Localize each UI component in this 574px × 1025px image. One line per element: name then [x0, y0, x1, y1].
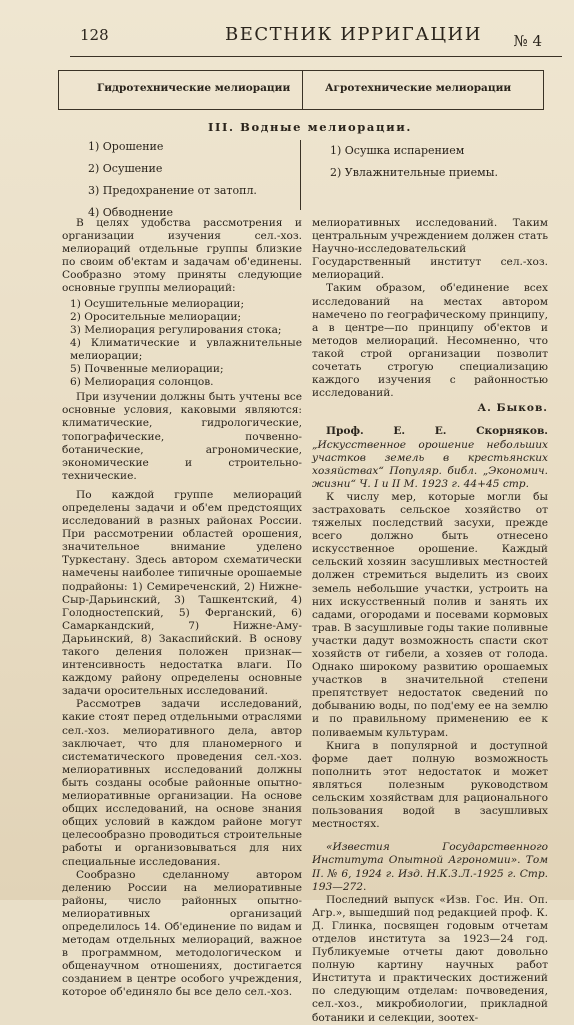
paragraph: К числу мер, которые могли бы застраховать сельское хозяйство от тяжелых последствий засухи, прежде всего должно быть отнесено искусственное орошение. Каждый сельский хозяин засушливых местностей должен стремиться выделить из своих земель небольшие участки, устроить на них искусственный полив и занять их садами, огородами и посевами кормовых трав. В засушливые годы такие поливные участки дадут возможность спасти скот хозяйств от гибели, а хозяев от голода. Однако широкому развитию орошаемых участков в значительной степени препятствует недостаток сведений по добыванию воды, по под'ему ее на землю и по правильному применению ее к поливаемым культурам. — [312, 490, 548, 739]
table-right-header: Агротехнические мелиорации — [325, 82, 512, 94]
journal-title: ВЕСТНИК ИРРИГАЦИИ — [225, 24, 482, 45]
list-item: 2) Осушение — [88, 162, 163, 175]
list-item: 3) Предохранение от затопл. — [88, 184, 257, 197]
header-rule — [70, 56, 562, 57]
melioration-groups-list — [62, 298, 302, 390]
list-item: 2) Оросительные мелиорации; — [70, 310, 242, 323]
paragraph: мелиоративных исследований. Таким центральным учреждением должен стать Научно-исследовательский Государственный институт сел.-хоз. мелиораций. — [312, 217, 548, 282]
review-author: Проф. Е. Е. Скорняков. — [326, 425, 548, 438]
paragraph: Сообразно сделанному автором делению России на мелиоративные районы, число районных опытно-мелиоративных организаций определилось 14. Об'единение по видам и методам отдельных мелиораций, важное в программном, методологическом и общенаучном отношениях, достигается созданием в центре особого учреждения, которое об'единяло бы все дело сел.-хоз. — [62, 868, 302, 999]
review-heading — [312, 425, 548, 490]
page-header — [70, 20, 562, 54]
right-column — [312, 217, 548, 1025]
paragraph: В целях удобства рассмотрения и организации изучения сел.-хоз. мелиораций отдельные группы близкие по своим об'ектам и задачам об'единены. Сообразно этому приняты следующие основные группы мелиораций: — [62, 217, 302, 295]
left-column — [62, 217, 302, 1000]
list-item: 5) Почвенные мелиорации; — [70, 363, 224, 376]
table-divider — [302, 71, 303, 109]
list-item: 6) Мелиорация солонцов. — [70, 376, 214, 389]
review2-heading: «Известия Государственного Института Опытной Агрономии». Том II. № 6, 1924 г. Изд. Н.К.З.Л.-1925 г. Стр. 193—272. — [312, 841, 548, 893]
list-item: 1) Орошение — [88, 140, 164, 153]
author-signature: А. Быков. — [477, 402, 548, 415]
section-title: III. Водные мелиорации. — [208, 120, 412, 134]
paragraph: Последний выпуск «Изв. Гос. Ин. Оп. Агр.», вышедший под редакцией проф. К. Д. Глинка, посвящен годовым отчетам отделов института за 1923—24 год. Публикуемые отчеты дают довольно полную картину научных работ Института и практических достижений по следующим отделам: почвоведения, сел.-хоз., микробиологии, прикладной ботаники и селекции, зоотех- — [312, 893, 548, 1024]
paragraph: Книга в популярной и доступной форме дает полную возможность пополнить этот недостаток и может являться полезным руководством сельским хозяйствам для рационального пользования водой в засушливых местностях. — [312, 739, 548, 831]
review-book-title: „Искусственное орошение небольших участков земель в крестьянских хозяйствах“ Популяр. библ. „Экономич. жизни“ Ч. I и II М. 1923 г. 44+45 стр. — [312, 438, 548, 490]
classification-table-header — [58, 70, 544, 110]
table-column-divider — [300, 140, 301, 210]
list-item: 1) Осушительные мелиорации; — [70, 297, 245, 310]
agrotechnical-list — [330, 140, 498, 184]
table-left-header: Гидротехнические мелиорации — [97, 82, 291, 94]
list-item: 2) Увлажнительные приемы. — [330, 166, 498, 179]
list-item: 3) Мелиорация регулирования стока; — [70, 323, 282, 336]
paragraph: Таким образом, об'единение всех исследований на местах автором намечено по географическому принципу, а в центре—по принципу об'ектов и методов мелиораций. Несомненно, что такой строй организации позволит сочетать строгую специализацию каждого изучения с районностью исследований. — [312, 282, 548, 400]
list-item: 1) Осушка испарением — [330, 144, 465, 157]
paragraph: По каждой группе мелиораций определены задачи и об'ем предстоящих исследований в разных районах России. При рассмотрении областей орошения, значительное внимание уделено Туркестану. Здесь автором схематически намечены наиболее типичные орошаемые подрайоны: 1) Семиреченский, 2) Нижне-Сыр-Дарьинский, 3) Ташкентский, 4) Голодностепский, 5) Ферганский, 6) Самаркандский, 7) Нижне-Аму-Дарьинский, 8) Закаспийский. В основу такого деления положен признак—интенсивность недостатка влаги. По каждому району определены основные задачи оросительных исследований. — [62, 488, 302, 698]
paragraph: Рассмотрев задачи исследований, какие стоят перед отдельными отраслями сел.-хоз. мелиоративного дела, автор заключает, что для планомерного и систематического проведения сел.-хоз. мелиоративных исследований должны быть созданы особые районные опытно-мелиоративные организации. На основе общих исследований, на основе знания общих условий в каждом районе могут целесообразно проводиться строительные работы и организовываться для них специальные исследования. — [62, 698, 302, 868]
list-item: 4) Обводнение — [88, 206, 174, 219]
page-number: 128 — [80, 26, 109, 44]
list-item: 4) Климатические и увлажнительные мелиорации; — [70, 336, 302, 362]
issue-number: № 4 — [513, 32, 542, 50]
paragraph: При изучении должны быть учтены все основные условия, каковыми являются: климатические, гидрологические, топографические, почвенно-ботанические, агрономические, экономические и строительно-технические. — [62, 391, 302, 482]
hydrotechnical-list — [88, 136, 257, 224]
